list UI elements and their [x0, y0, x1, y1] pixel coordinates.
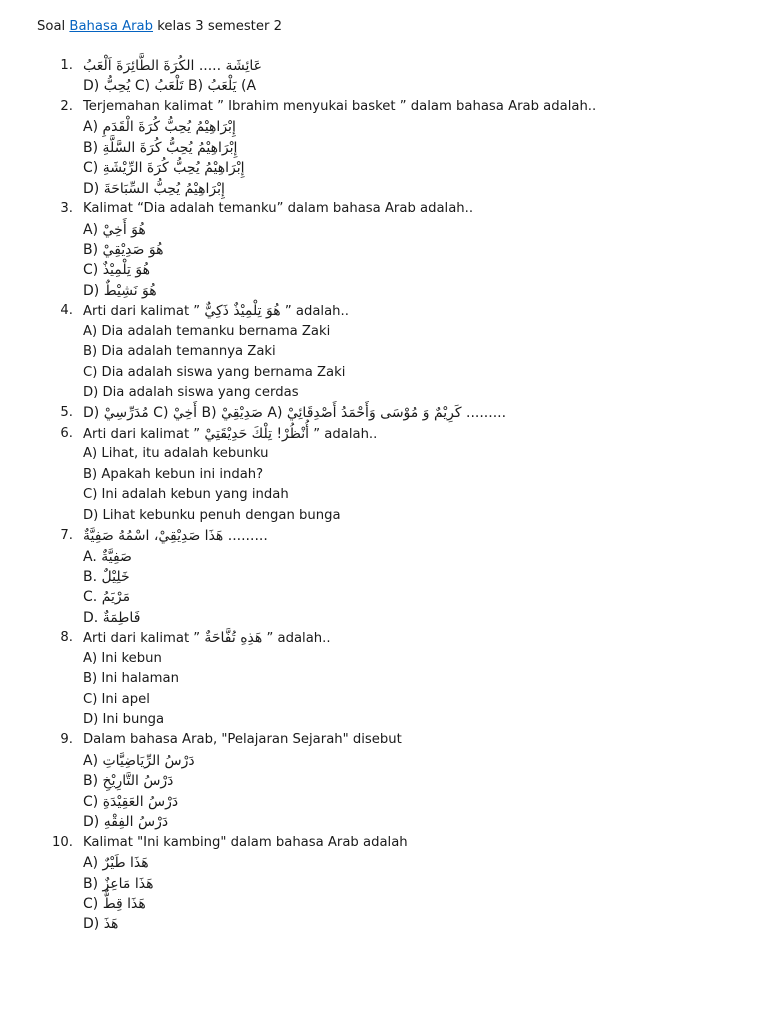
option-c: C) Ini adalah kebun yang indah [83, 487, 289, 503]
question-text-arabic: هُوَ تِلْمِيْذٌ ذَكِيٌّ [204, 303, 281, 320]
question-5 [0, 403, 768, 423]
question-10 [0, 833, 768, 853]
question-text: Terjemahan kalimat ” Ibrahim menyukai basket ” dalam bahasa Arab adalah.. [83, 98, 597, 114]
option-b: B) Dia adalah temannya Zaki [83, 344, 276, 360]
question-8 [0, 628, 768, 648]
option-b: B) Ini halaman [83, 671, 179, 687]
question-text: عَائِشَة ..... الكُرَةَ الطَّائِرَةَ اَلْعَبُ [83, 58, 263, 74]
question-1-options [0, 76, 768, 96]
question-text-arabic: أُنْظُرْ! تِلْكَ حَدِيْقَتِيْ [204, 425, 310, 442]
option-d: D) Ini bunga [83, 712, 165, 727]
option-a: A) هُوَ أَخِيْ [83, 221, 146, 238]
option-b: B) هُوَ صَدِيْقِيْ [83, 241, 164, 258]
question-number: 2. [60, 98, 73, 114]
question-number: 3. [60, 201, 73, 217]
question-7 [0, 526, 768, 546]
option-c: C) Dia adalah siswa yang bernama Zaki [83, 364, 346, 380]
option-d: D) Lihat kebunku penuh dengan bunga [83, 507, 341, 523]
option-c: C) Ini apel [83, 691, 150, 707]
option-b: B) هَذَا مَاعِزٌ [83, 875, 154, 892]
question-4 [0, 301, 768, 321]
document-title [37, 18, 282, 36]
option-b: B) Apakah kebun ini indah? [83, 466, 264, 482]
option-b: B) إِبْرَاهِيْمُ يُحِبُّ كُرَةَ السَّلَّةِ [83, 139, 238, 156]
question-9 [0, 730, 768, 750]
question-text-after: ” adalah.. [284, 304, 349, 320]
question-number: 6. [60, 425, 73, 441]
option-c: C. مَرْيَمُ [83, 589, 131, 606]
option-b: B. خَلِيْلٌ [83, 568, 130, 585]
option-d: D. فَاطِمَةٌ [83, 609, 141, 626]
question-text: ......... كَرِيْمٌ وَ مُوْسَى وَأَحْمَدُ أَصْدِقَائِيْ (A صَدِيْقِيْ (B أَخِيْ (C مُدَرِّسِيْ (D [83, 405, 507, 422]
title-suffix: kelas 3 semester 2 [157, 19, 282, 34]
question-text-after: ” adalah.. [313, 426, 378, 442]
question-text-arabic: هَذِهِ تُفَّاحَةٌ [204, 630, 263, 647]
question-text: Kalimat “Dia adalah temanku” dalam bahasa Arab adalah.. [83, 201, 474, 217]
question-text [83, 424, 377, 445]
question-list [0, 56, 768, 935]
option-d: D) Dia adalah siswa yang cerdas [83, 385, 299, 400]
option-a: A. صَفِيَّةٌ [83, 548, 132, 565]
option-a: A) هَذَا طَيْرٌ [83, 855, 149, 872]
title-link[interactable]: Bahasa Arab [69, 19, 153, 34]
question-text-before: Arti dari kalimat ” [83, 426, 201, 442]
question-text-before: Arti dari kalimat ” [83, 631, 201, 647]
question-number: 5. [60, 405, 73, 421]
option-d: D) هُوَ نَشِيْطٌ [83, 282, 157, 299]
question-text [83, 301, 349, 322]
option-c: C) هَذَا قِطٌّ [83, 895, 146, 912]
question-number: 7. [60, 528, 73, 544]
option-a: A) دَرْسُ الرِّيَاضِيَّاتِ [83, 752, 195, 769]
question-text: Dalam bahasa Arab, "Pelajaran Sejarah" disebut [83, 732, 402, 748]
question-number: 9. [60, 732, 73, 748]
option-d: D) هَذَ [83, 916, 119, 933]
question-2 [0, 97, 768, 117]
question-number: 4. [60, 303, 73, 319]
option-a: A) Lihat, itu adalah kebunku [83, 446, 269, 462]
option-a: A) Dia adalah temanku bernama Zaki [83, 323, 331, 339]
question-3 [0, 199, 768, 219]
question-1 [0, 56, 768, 76]
option-a: A) Ini kebun [83, 650, 162, 666]
option-d: D) دَرْسُ الفِقْهِ [83, 814, 169, 831]
question-text: Kalimat "Ini kambing" dalam bahasa Arab adalah [83, 834, 408, 850]
option-b: B) دَرْسُ التَّارِيْخِ [83, 773, 174, 790]
question-6 [0, 424, 768, 444]
question-text: ......... هَذَا صَدِيْقِيْ، اسْمُهُ صَفِيَّةٌ [83, 528, 268, 545]
option-c: C) إِبْرَاهِيْمُ يُحِبُّ كُرَةَ الرِّيْشَةِ [83, 160, 245, 177]
question-text-after: ” adalah.. [266, 631, 331, 647]
question-number: 1. [60, 58, 73, 73]
question-text [83, 628, 331, 649]
option-c: C) هُوَ تِلْمِيْذٌ [83, 262, 150, 279]
question-number: 8. [60, 630, 73, 646]
option-c: C) دَرْسُ العَقِيْدَةِ [83, 793, 179, 810]
option-a: A) إِبْرَاهِيْمُ يُحِبُّ كُرَةَ الْقَدَمِ [83, 119, 236, 136]
question-text-before: Arti dari kalimat ” [83, 304, 201, 320]
title-prefix: Soal [37, 19, 66, 34]
option-d: D) إِبْرَاهِيْمُ يُحِبُّ السِّبَاحَةَ [83, 180, 225, 197]
question-number: 10. [52, 834, 73, 850]
option-line: A) يَلْعَبُ (B تَلْعَبُ (C يُحِبُّ (D [83, 78, 257, 95]
